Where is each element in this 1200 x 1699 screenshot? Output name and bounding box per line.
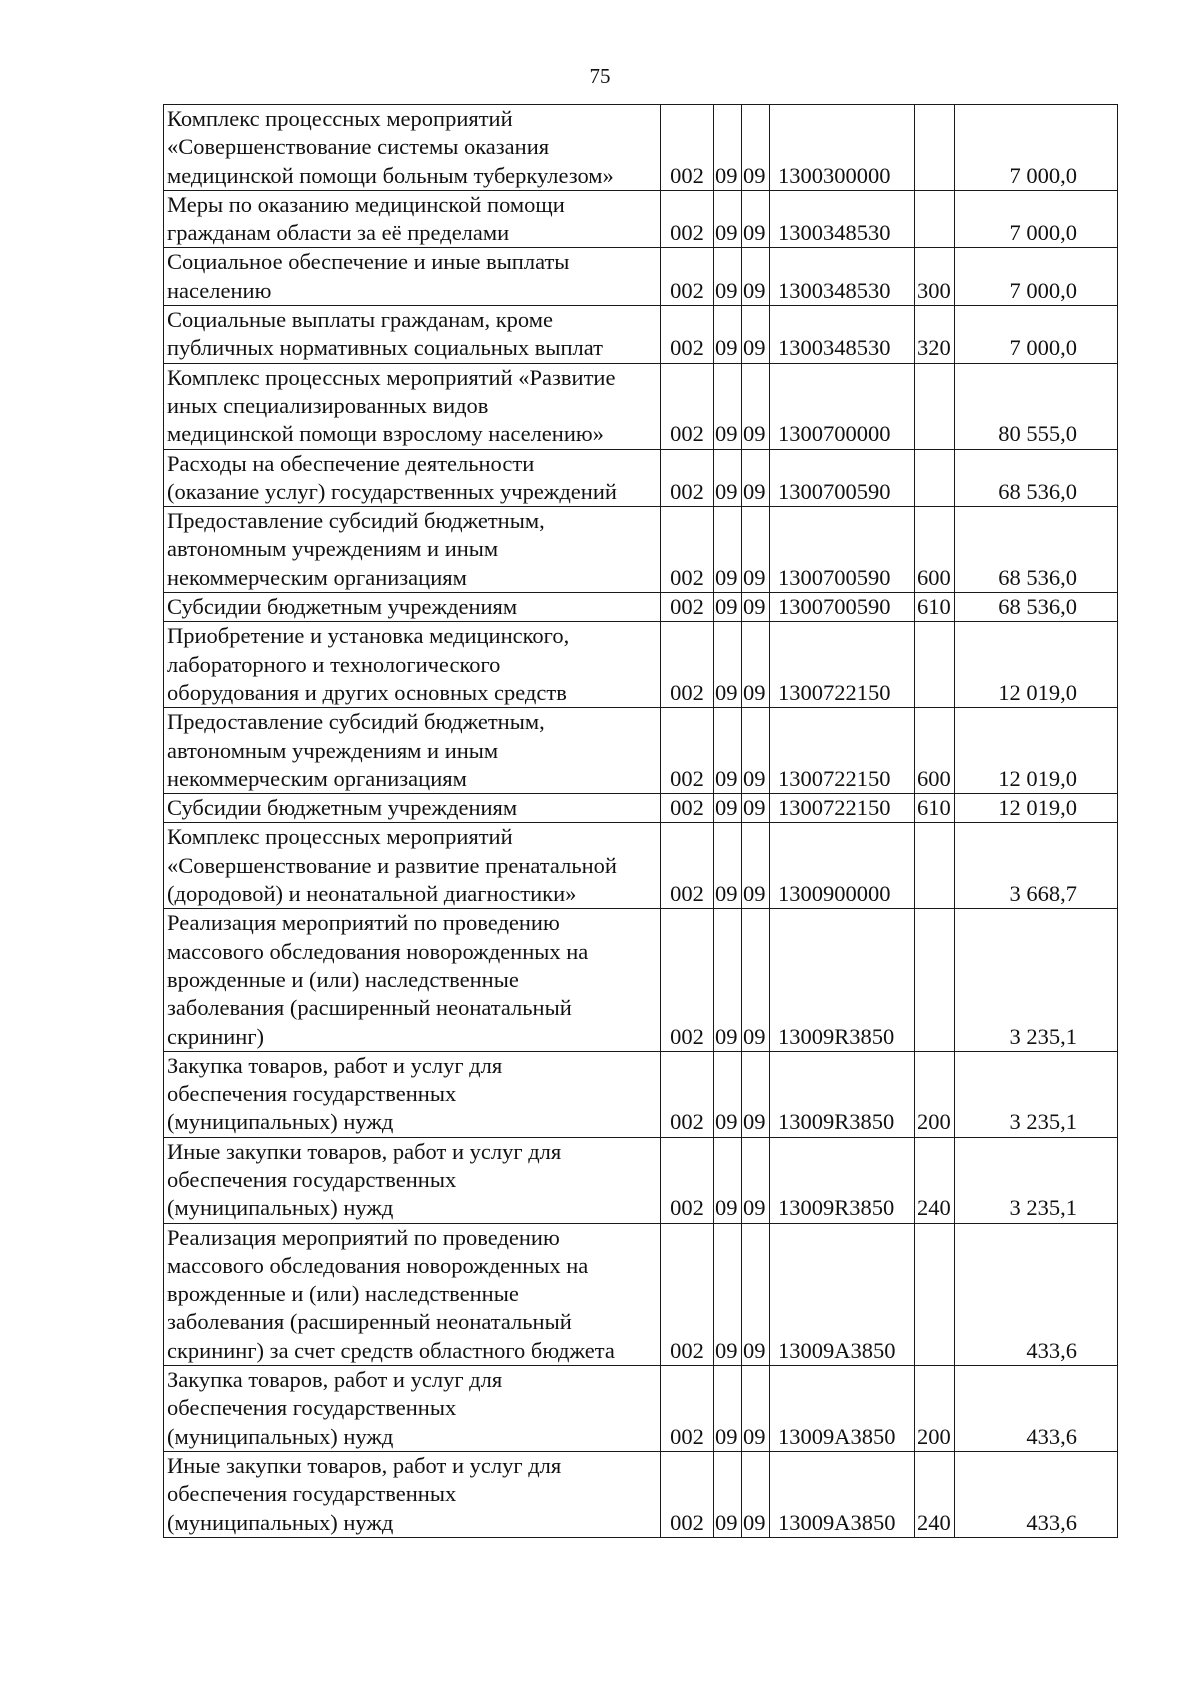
cell-expense-type: 600	[915, 708, 955, 794]
cell-amount: 3 235,1	[955, 909, 1118, 1051]
row-name: Иные закупки товаров, работ и услуг для обеспечения государственных (муниципальных) нужд	[164, 1451, 661, 1537]
cell-ved-code: 002	[661, 507, 714, 593]
page-number: 75	[589, 64, 611, 88]
cell-amount: 12 019,0	[955, 708, 1118, 794]
cell-expense-type	[915, 1223, 955, 1365]
cell-section-code: 09	[714, 622, 742, 708]
cell-expense-type: 200	[915, 1051, 955, 1137]
cell-subsection-code: 09	[742, 909, 770, 1051]
cell-section-code: 09	[714, 105, 742, 191]
cell-amount: 80 555,0	[955, 363, 1118, 449]
cell-ved-code: 002	[661, 909, 714, 1051]
cell-target-article: 1300348530	[770, 306, 915, 364]
cell-subsection-code: 09	[742, 1051, 770, 1137]
cell-subsection-code: 09	[742, 1366, 770, 1452]
cell-section-code: 09	[714, 708, 742, 794]
cell-amount: 7 000,0	[955, 190, 1118, 248]
cell-target-article: 13009A3850	[770, 1366, 915, 1452]
cell-target-article: 13009A3850	[770, 1223, 915, 1365]
cell-expense-type	[915, 190, 955, 248]
cell-amount: 68 536,0	[955, 449, 1118, 507]
cell-target-article: 13009R3850	[770, 909, 915, 1051]
cell-section-code: 09	[714, 449, 742, 507]
table-row	[164, 306, 1118, 364]
cell-expense-type: 600	[915, 507, 955, 593]
cell-expense-type	[915, 449, 955, 507]
row-name: Социальное обеспечение и иные выплаты населению	[164, 248, 661, 306]
cell-ved-code: 002	[661, 248, 714, 306]
row-name: Закупка товаров, работ и услуг для обеспечения государственных (муниципальных) нужд	[164, 1366, 661, 1452]
table-row	[164, 1366, 1118, 1452]
table-row	[164, 248, 1118, 306]
cell-target-article: 1300348530	[770, 190, 915, 248]
table-row	[164, 507, 1118, 593]
cell-subsection-code: 09	[742, 622, 770, 708]
cell-section-code: 09	[714, 248, 742, 306]
cell-subsection-code: 09	[742, 794, 770, 823]
cell-ved-code: 002	[661, 1223, 714, 1365]
table-row	[164, 823, 1118, 909]
cell-subsection-code: 09	[742, 306, 770, 364]
cell-amount: 7 000,0	[955, 306, 1118, 364]
budget-table	[163, 104, 1118, 1538]
cell-ved-code: 002	[661, 190, 714, 248]
row-name: Социальные выплаты гражданам, кроме публичных нормативных социальных выплат	[164, 306, 661, 364]
cell-subsection-code: 09	[742, 248, 770, 306]
cell-section-code: 09	[714, 1451, 742, 1537]
cell-expense-type: 320	[915, 306, 955, 364]
cell-ved-code: 002	[661, 449, 714, 507]
cell-subsection-code: 09	[742, 1223, 770, 1365]
cell-subsection-code: 09	[742, 823, 770, 909]
cell-amount: 12 019,0	[955, 622, 1118, 708]
cell-target-article: 13009R3850	[770, 1137, 915, 1223]
table-row	[164, 190, 1118, 248]
cell-expense-type	[915, 363, 955, 449]
cell-target-article: 13009A3850	[770, 1451, 915, 1537]
row-name: Комплекс процессных мероприятий «Развитие иных специализированных видов медицинской помощи взрослому населению»	[164, 363, 661, 449]
cell-section-code: 09	[714, 909, 742, 1051]
cell-section-code: 09	[714, 823, 742, 909]
cell-amount: 3 235,1	[955, 1051, 1118, 1137]
row-name: Комплекс процессных мероприятий «Совершенствование системы оказания медицинской помощи больным туберкулезом»	[164, 105, 661, 191]
row-name: Меры по оказанию медицинской помощи гражданам области за её пределами	[164, 190, 661, 248]
table-row	[164, 593, 1118, 622]
table-row	[164, 449, 1118, 507]
table-body	[164, 105, 1118, 1538]
cell-target-article: 1300722150	[770, 708, 915, 794]
cell-target-article: 1300700590	[770, 449, 915, 507]
cell-section-code: 09	[714, 794, 742, 823]
cell-expense-type	[915, 909, 955, 1051]
table-row	[164, 105, 1118, 191]
row-name: Предоставление субсидий бюджетным, автономным учреждениям и иным некоммерческим организациям	[164, 507, 661, 593]
table-row	[164, 909, 1118, 1051]
cell-subsection-code: 09	[742, 708, 770, 794]
cell-expense-type: 610	[915, 794, 955, 823]
cell-ved-code: 002	[661, 1366, 714, 1452]
cell-ved-code: 002	[661, 794, 714, 823]
table-row	[164, 1223, 1118, 1365]
cell-section-code: 09	[714, 1223, 742, 1365]
row-name: Приобретение и установка медицинского, лабораторного и технологического оборудования и других основных средств	[164, 622, 661, 708]
row-name: Расходы на обеспечение деятельности (оказание услуг) государственных учреждений	[164, 449, 661, 507]
cell-amount: 68 536,0	[955, 507, 1118, 593]
cell-section-code: 09	[714, 1051, 742, 1137]
cell-expense-type: 610	[915, 593, 955, 622]
cell-ved-code: 002	[661, 363, 714, 449]
cell-expense-type: 240	[915, 1451, 955, 1537]
cell-amount: 12 019,0	[955, 794, 1118, 823]
cell-subsection-code: 09	[742, 1451, 770, 1537]
cell-target-article: 1300700590	[770, 593, 915, 622]
cell-subsection-code: 09	[742, 1137, 770, 1223]
cell-amount: 7 000,0	[955, 105, 1118, 191]
cell-section-code: 09	[714, 1366, 742, 1452]
cell-expense-type	[915, 105, 955, 191]
cell-ved-code: 002	[661, 1451, 714, 1537]
cell-section-code: 09	[714, 363, 742, 449]
cell-expense-type: 300	[915, 248, 955, 306]
cell-expense-type: 200	[915, 1366, 955, 1452]
table-row	[164, 1051, 1118, 1137]
cell-section-code: 09	[714, 1137, 742, 1223]
row-name: Реализация мероприятий по проведению массового обследования новорожденных на врожденные и (или) наследственные заболевания (расширенный неонатальный скрининг) за счет средств областного бюджета	[164, 1223, 661, 1365]
cell-ved-code: 002	[661, 823, 714, 909]
cell-amount: 433,6	[955, 1451, 1118, 1537]
cell-section-code: 09	[714, 507, 742, 593]
cell-amount: 433,6	[955, 1366, 1118, 1452]
cell-expense-type	[915, 622, 955, 708]
cell-subsection-code: 09	[742, 363, 770, 449]
table-row	[164, 794, 1118, 823]
cell-ved-code: 002	[661, 105, 714, 191]
cell-amount: 7 000,0	[955, 248, 1118, 306]
cell-amount: 3 668,7	[955, 823, 1118, 909]
cell-target-article: 1300722150	[770, 622, 915, 708]
cell-section-code: 09	[714, 190, 742, 248]
cell-amount: 433,6	[955, 1223, 1118, 1365]
cell-ved-code: 002	[661, 1137, 714, 1223]
row-name: Предоставление субсидий бюджетным, автономным учреждениям и иным некоммерческим организациям	[164, 708, 661, 794]
cell-amount: 3 235,1	[955, 1137, 1118, 1223]
cell-ved-code: 002	[661, 708, 714, 794]
table-row	[164, 708, 1118, 794]
cell-ved-code: 002	[661, 622, 714, 708]
cell-section-code: 09	[714, 593, 742, 622]
cell-section-code: 09	[714, 306, 742, 364]
row-name: Закупка товаров, работ и услуг для обеспечения государственных (муниципальных) нужд	[164, 1051, 661, 1137]
cell-target-article: 13009R3850	[770, 1051, 915, 1137]
cell-target-article: 1300700000	[770, 363, 915, 449]
row-name: Субсидии бюджетным учреждениям	[164, 593, 661, 622]
cell-ved-code: 002	[661, 1051, 714, 1137]
cell-expense-type	[915, 823, 955, 909]
table-row	[164, 622, 1118, 708]
cell-target-article: 1300700590	[770, 507, 915, 593]
row-name: Иные закупки товаров, работ и услуг для обеспечения государственных (муниципальных) нужд	[164, 1137, 661, 1223]
table-row	[164, 363, 1118, 449]
cell-target-article: 1300348530	[770, 248, 915, 306]
cell-target-article: 1300722150	[770, 794, 915, 823]
cell-ved-code: 002	[661, 593, 714, 622]
cell-amount: 68 536,0	[955, 593, 1118, 622]
cell-subsection-code: 09	[742, 593, 770, 622]
cell-target-article: 1300900000	[770, 823, 915, 909]
cell-subsection-code: 09	[742, 190, 770, 248]
cell-ved-code: 002	[661, 306, 714, 364]
table-row	[164, 1137, 1118, 1223]
cell-subsection-code: 09	[742, 449, 770, 507]
cell-target-article: 1300300000	[770, 105, 915, 191]
cell-subsection-code: 09	[742, 105, 770, 191]
row-name: Субсидии бюджетным учреждениям	[164, 794, 661, 823]
table-row	[164, 1451, 1118, 1537]
cell-expense-type: 240	[915, 1137, 955, 1223]
cell-subsection-code: 09	[742, 507, 770, 593]
row-name: Комплекс процессных мероприятий «Совершенствование и развитие пренатальной (дородовой) и неонатальной диагностики»	[164, 823, 661, 909]
row-name: Реализация мероприятий по проведению массового обследования новорожденных на врожденные и (или) наследственные заболевания (расширенный неонатальный скрининг)	[164, 909, 661, 1051]
